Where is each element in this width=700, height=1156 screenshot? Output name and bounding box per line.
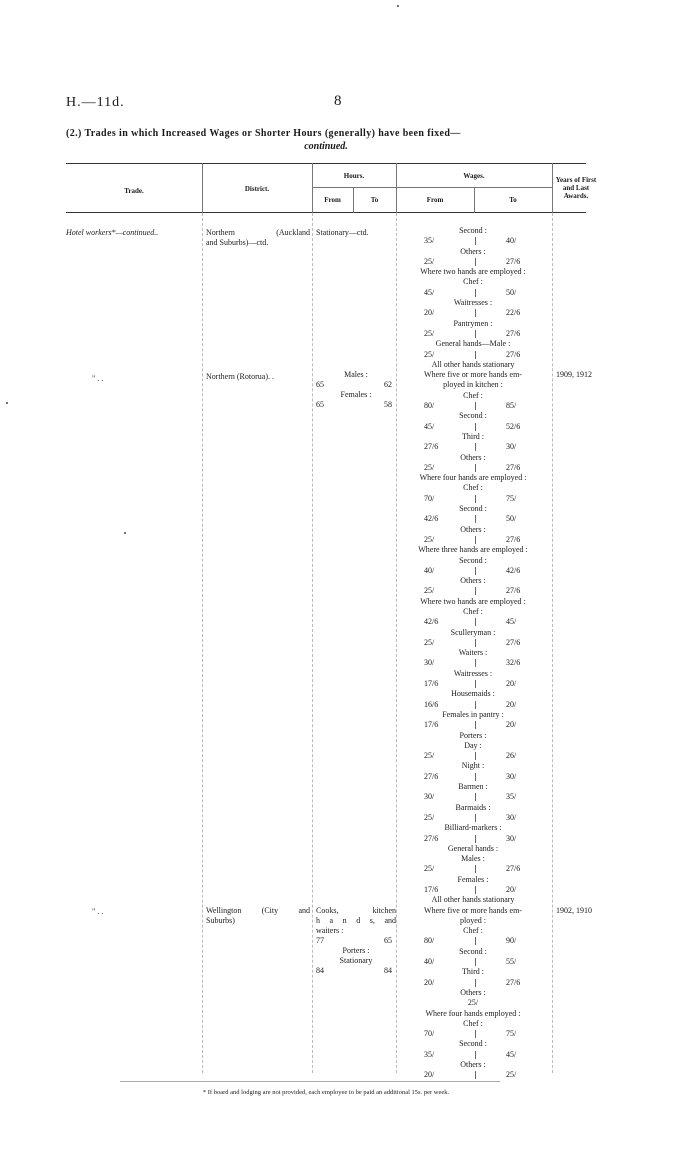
- wage-separator: [475, 865, 476, 873]
- wage-from: 30/: [424, 792, 435, 802]
- subheader-rule: [312, 187, 552, 188]
- wage-row: [396, 689, 550, 699]
- wage-label: Males :: [461, 854, 485, 864]
- hours-label: Cooks, kitchen: [316, 906, 396, 915]
- footnote: * If board and lodging are not provided, each employee to be paid an additional 15s. per week.: [202, 1089, 450, 1096]
- wage-to: 85/: [506, 401, 517, 411]
- years-cell: 1902, 1910: [556, 906, 592, 915]
- wage-row: [396, 1019, 550, 1029]
- wage-from: 80/: [424, 401, 435, 411]
- wage-to: 32/6: [506, 658, 521, 668]
- wage-label: Others :: [460, 246, 486, 256]
- wage-row: [396, 988, 550, 998]
- wage-separator: [475, 701, 476, 709]
- wage-separator: [475, 289, 476, 297]
- wage-row: [396, 411, 550, 421]
- wage-row: [396, 854, 550, 864]
- column-header-wages-to: To: [509, 196, 517, 204]
- page-number: 8: [334, 93, 342, 109]
- wage-from: 42/6: [424, 514, 439, 524]
- wage-to: 30/: [506, 812, 517, 822]
- wage-label: Others :: [460, 576, 486, 586]
- wage-row: [396, 422, 550, 432]
- wage-row: [396, 442, 550, 452]
- wage-row: [396, 380, 550, 390]
- wage-row: [396, 823, 550, 833]
- wage-row: [396, 576, 550, 586]
- wage-row: [396, 319, 550, 329]
- wage-row: [396, 360, 550, 370]
- column-header-hours-from: From: [324, 196, 341, 204]
- wage-row: [396, 494, 550, 504]
- wage-label: Chef :: [463, 1018, 483, 1028]
- wage-to: 42/6: [506, 565, 521, 575]
- column-header-wages-from: From: [426, 196, 444, 204]
- column-header-wages: Wages.: [463, 172, 485, 180]
- wage-separator: [475, 979, 476, 987]
- wage-row: [396, 226, 550, 236]
- wage-row: [396, 916, 550, 926]
- wage-to: 22/6: [506, 308, 521, 318]
- wage-to: 45/: [506, 1049, 517, 1059]
- wage-row: [396, 885, 550, 895]
- column-header-district: District.: [244, 185, 270, 193]
- wage-label: Chef :: [463, 390, 483, 400]
- wage-row: [396, 607, 550, 617]
- district-cell: [206, 228, 310, 248]
- wage-row: [396, 864, 550, 874]
- wage-from: 25/: [424, 812, 435, 822]
- hours-label: Stationary: [339, 956, 373, 965]
- wage-separator: [475, 937, 476, 945]
- hours-to: 58: [384, 400, 392, 409]
- wage-row: [396, 875, 550, 885]
- district-line: Northern (Auckland: [206, 228, 310, 237]
- wage-label: Barmen :: [458, 782, 488, 792]
- wage-from: 25/: [424, 637, 435, 647]
- hours-label: Males :: [344, 370, 368, 379]
- wage-from: 25/: [424, 586, 435, 596]
- wage-label: Females in pantry :: [442, 709, 504, 719]
- wage-to: 75/: [506, 493, 517, 503]
- district-line: Suburbs): [206, 916, 235, 925]
- wage-row: [396, 772, 550, 782]
- wage-row: [396, 267, 550, 277]
- wage-label: Waitresses :: [453, 298, 493, 308]
- wage-from: 20/: [424, 977, 435, 987]
- wage-label: Chef :: [463, 483, 483, 493]
- wage-to: 27/6: [506, 977, 521, 987]
- wage-separator: [475, 835, 476, 843]
- wage-row: [396, 545, 550, 555]
- wage-from: 42/6: [424, 617, 439, 627]
- hours-from: 65: [316, 380, 324, 389]
- footnote-rule: [120, 1081, 500, 1082]
- wage-label: Sculleryman :: [450, 627, 496, 637]
- wage-label: Second :: [459, 411, 487, 421]
- wage-row: [396, 978, 550, 988]
- wage-row: [396, 998, 550, 1008]
- wage-row: [396, 947, 550, 957]
- trade-ditto-cell: " . .: [92, 374, 104, 383]
- wage-to: 27/6: [506, 864, 521, 874]
- wage-label: ployed in kitchen :: [443, 380, 503, 390]
- wage-row: [396, 700, 550, 710]
- wage-row: [396, 895, 550, 905]
- wage-separator: [475, 330, 476, 338]
- wage-row: [396, 597, 550, 607]
- wage-label: Others :: [460, 987, 486, 997]
- wage-row: [396, 720, 550, 730]
- wage-from: 17/6: [424, 885, 439, 894]
- wage-row: [396, 432, 550, 442]
- wage-to: 27/6: [506, 462, 521, 472]
- wage-from: 20/: [424, 1070, 435, 1080]
- wage-to: 27/6: [506, 534, 521, 544]
- wage-label: ployed :: [460, 915, 486, 925]
- wage-separator: [475, 1030, 476, 1038]
- wage-label: 25/: [467, 998, 479, 1008]
- wage-label: Where two hands are employed :: [420, 267, 526, 277]
- wage-separator: [475, 587, 476, 595]
- wage-from: 27/6: [424, 442, 439, 452]
- wage-from: 45/: [424, 421, 435, 431]
- wage-separator: [475, 536, 476, 544]
- wage-row: [396, 329, 550, 339]
- wage-separator: [475, 351, 476, 359]
- wage-row: [396, 586, 550, 596]
- wage-to: 35/: [506, 792, 517, 802]
- hours-to: 65: [384, 936, 392, 945]
- wage-from: 25/: [424, 328, 435, 338]
- wage-row: [396, 803, 550, 813]
- wage-from: 40/: [424, 565, 435, 575]
- wage-from: 45/: [424, 287, 435, 297]
- wage-row: [396, 483, 550, 493]
- wage-row: [396, 1070, 550, 1080]
- wage-row: [396, 679, 550, 689]
- wage-row: [396, 792, 550, 802]
- wage-from: 25/: [424, 462, 435, 472]
- wage-row: [396, 957, 550, 967]
- column-divider: [312, 163, 313, 213]
- hours-from: 84: [316, 966, 324, 975]
- wage-from: 25/: [424, 534, 435, 544]
- wage-row: [396, 1050, 550, 1060]
- trade-ditto-cell: " . .: [92, 907, 104, 916]
- wage-row: [396, 525, 550, 535]
- wage-row: [396, 1009, 550, 1019]
- wage-to: 50/: [506, 287, 517, 297]
- district-cell: [206, 372, 310, 382]
- wage-separator: [475, 814, 476, 822]
- wage-to: 30/: [506, 442, 517, 452]
- hours-to: 84: [384, 966, 392, 975]
- wage-separator: [475, 567, 476, 575]
- wage-from: 35/: [424, 1049, 435, 1059]
- wage-to: 45/: [506, 617, 517, 627]
- wage-from: 27/6: [424, 833, 439, 843]
- wage-row: [396, 741, 550, 751]
- wage-from: 70/: [424, 1029, 435, 1039]
- wage-label: Where two hands are employed :: [420, 596, 526, 606]
- column-header-trade: Trade.: [124, 187, 144, 195]
- wage-separator: [475, 309, 476, 317]
- wage-label: Second :: [459, 1039, 487, 1049]
- wage-row: [396, 247, 550, 257]
- wage-separator: [475, 258, 476, 266]
- district-line: Northern (Rotorua). .: [206, 372, 274, 381]
- wage-label: Others :: [460, 452, 486, 462]
- wage-to: 30/: [506, 771, 517, 781]
- wage-row: [396, 936, 550, 946]
- wage-to: 75/: [506, 1029, 517, 1039]
- header-bottom-rule: [66, 212, 586, 213]
- wage-row: [396, 473, 550, 483]
- wage-row: [396, 236, 550, 246]
- district-cell: [206, 906, 310, 926]
- wage-label: Where five or more hands em-: [424, 905, 522, 915]
- wage-from: 80/: [424, 936, 435, 946]
- wage-label: Second :: [459, 946, 487, 956]
- hours-label: h a n d s, and: [316, 916, 396, 925]
- wage-label: Housemaids :: [451, 689, 495, 699]
- wage-row: [396, 298, 550, 308]
- column-divider: [312, 213, 313, 1073]
- wage-row: [396, 761, 550, 771]
- wage-row: [396, 751, 550, 761]
- hours-cell: Stationary—ctd.: [316, 228, 369, 237]
- wage-to: 27/6: [506, 637, 521, 647]
- wage-separator: [475, 237, 476, 245]
- hours-label: Porters :: [342, 946, 370, 955]
- wage-label: Where four hands are employed :: [419, 473, 527, 483]
- wage-label: Day :: [464, 740, 482, 750]
- wage-label: Second :: [459, 226, 487, 235]
- wage-to: 26/: [506, 751, 517, 761]
- wage-from: 16/6: [424, 699, 439, 709]
- wage-separator: [475, 464, 476, 472]
- wage-to: 20/: [506, 699, 517, 709]
- wage-label: Others :: [460, 524, 486, 534]
- wage-row: [396, 566, 550, 576]
- wage-label: Where four hands employed :: [425, 1008, 521, 1018]
- wage-to: 20/: [506, 720, 517, 730]
- wage-to: 25/: [506, 1070, 517, 1080]
- wage-row: [396, 1029, 550, 1039]
- wage-separator: [475, 639, 476, 647]
- trade-cell: Hotel workers*—continued..: [66, 228, 159, 237]
- wage-row: [396, 648, 550, 658]
- wage-label: Night :: [461, 761, 485, 771]
- wage-from: 25/: [424, 349, 435, 359]
- column-divider: [202, 213, 203, 1073]
- wage-row: [396, 514, 550, 524]
- wage-separator: [475, 515, 476, 523]
- wage-from: 70/: [424, 493, 435, 503]
- wage-from: 30/: [424, 658, 435, 668]
- wage-row: [396, 535, 550, 545]
- wage-label: Where five or more hands em-: [424, 370, 522, 380]
- scan-speck: [6, 402, 8, 404]
- column-header-hours-to: To: [370, 196, 379, 204]
- wage-to: 30/: [506, 833, 517, 843]
- hours-from: 77: [316, 936, 324, 945]
- wage-row: [396, 669, 550, 679]
- wage-row: [396, 391, 550, 401]
- wage-row: [396, 906, 550, 916]
- wage-label: Chef :: [463, 277, 483, 287]
- wage-separator: [475, 886, 476, 894]
- wage-row: [396, 370, 550, 380]
- wage-row: [396, 710, 550, 720]
- document-reference: H.—11d.: [66, 95, 125, 110]
- table-top-rule: [66, 163, 586, 164]
- wage-label: Second :: [459, 555, 487, 565]
- wage-separator: [475, 1071, 476, 1079]
- wage-label: Second :: [459, 504, 487, 514]
- wage-to: 27/6: [506, 586, 521, 596]
- table-title-continued: continued.: [304, 141, 348, 152]
- wage-row: [396, 844, 550, 854]
- wage-from: 35/: [424, 236, 435, 246]
- wage-row: [396, 308, 550, 318]
- wage-from: 27/6: [424, 771, 439, 781]
- wage-row: [396, 463, 550, 473]
- wage-row: [396, 556, 550, 566]
- wage-from: 17/6: [424, 679, 439, 689]
- wage-label: Others :: [460, 1060, 486, 1070]
- district-line: Wellington (City and: [206, 906, 310, 915]
- wage-from: 17/6: [424, 720, 439, 730]
- wage-to: 52/6: [506, 421, 521, 431]
- wage-separator: [475, 1051, 476, 1059]
- wage-label: General hands—Male :: [435, 339, 511, 349]
- wage-separator: [475, 495, 476, 503]
- wage-separator: [475, 618, 476, 626]
- wage-row: [396, 834, 550, 844]
- scan-speck: [397, 5, 399, 7]
- wage-from: 25/: [424, 256, 435, 266]
- wage-row: [396, 277, 550, 287]
- wage-row: [396, 658, 550, 668]
- wage-separator: [475, 402, 476, 410]
- hours-label: Females :: [340, 390, 372, 399]
- wage-label: Billiard-markers :: [444, 823, 502, 833]
- wage-separator: [475, 793, 476, 801]
- wage-label: Pantrymen :: [453, 318, 493, 328]
- wage-row: [396, 638, 550, 648]
- wage-row: [396, 628, 550, 638]
- wage-to: 27/6: [506, 349, 521, 359]
- wage-label: Third :: [462, 431, 484, 441]
- wage-label: Third :: [462, 967, 484, 977]
- column-divider: [396, 163, 397, 213]
- wage-label: Porters :: [459, 730, 487, 740]
- wage-separator: [475, 773, 476, 781]
- column-header-hours: Hours.: [343, 172, 365, 180]
- wage-to: 27/6: [506, 256, 521, 266]
- wage-row: [396, 288, 550, 298]
- wage-row: [396, 339, 550, 349]
- hours-label: waiters :: [316, 926, 344, 935]
- wage-label: Barmaids :: [455, 802, 491, 812]
- table-title: (2.) Trades in which Increased Wages or Shorter Hours (generally) have been fixed—: [66, 128, 461, 139]
- hours-cell: [316, 906, 396, 976]
- wage-label: Waiters :: [458, 648, 488, 658]
- wage-to: 20/: [506, 679, 517, 689]
- wage-row: [396, 504, 550, 514]
- wage-label: Chef :: [463, 926, 483, 936]
- wage-row: [396, 401, 550, 411]
- wage-row: [396, 453, 550, 463]
- district-line: and Suburbs)—ctd.: [206, 238, 269, 247]
- scan-speck: [124, 532, 126, 534]
- wage-row: [396, 350, 550, 360]
- wage-label: Waitresses :: [453, 668, 493, 678]
- wage-separator: [475, 423, 476, 431]
- wage-to: 20/: [506, 885, 517, 894]
- wage-row: [396, 926, 550, 936]
- wage-from: 25/: [424, 864, 435, 874]
- wage-separator: [475, 443, 476, 451]
- wage-label: Females :: [457, 874, 489, 884]
- wage-separator: [475, 680, 476, 688]
- years-cell: 1909, 1912: [556, 370, 592, 379]
- wage-to: 55/: [506, 957, 517, 967]
- wage-row: [396, 731, 550, 741]
- wage-from: 20/: [424, 308, 435, 318]
- hours-from: 65: [316, 400, 324, 409]
- wage-label: All other hands stationary: [431, 895, 515, 905]
- wage-row: [396, 1039, 550, 1049]
- wage-row: [396, 967, 550, 977]
- wage-to: 50/: [506, 514, 517, 524]
- wages-column: [396, 226, 550, 1081]
- wage-row: [396, 1060, 550, 1070]
- wage-label: Where three hands are employed :: [418, 545, 528, 555]
- hours-cell: [316, 370, 396, 410]
- wage-separator: [475, 752, 476, 760]
- wage-to: 27/6: [506, 328, 521, 338]
- wage-to: 90/: [506, 936, 517, 946]
- wage-from: 40/: [424, 957, 435, 967]
- column-divider: [552, 213, 553, 1073]
- wage-row: [396, 257, 550, 267]
- column-header-years: Years of First and Last Awards.: [555, 176, 597, 200]
- hours-to: 62: [384, 380, 392, 389]
- wage-row: [396, 617, 550, 627]
- wage-to: 40/: [506, 236, 517, 246]
- wage-label: General hands :: [447, 843, 499, 853]
- wage-separator: [475, 958, 476, 966]
- wage-label: All other hands stationary: [431, 359, 515, 369]
- wage-label: Chef :: [463, 606, 483, 616]
- wage-from: 25/: [424, 751, 435, 761]
- wage-separator: [475, 721, 476, 729]
- wage-separator: [475, 659, 476, 667]
- wage-row: [396, 813, 550, 823]
- wage-row: [396, 782, 550, 792]
